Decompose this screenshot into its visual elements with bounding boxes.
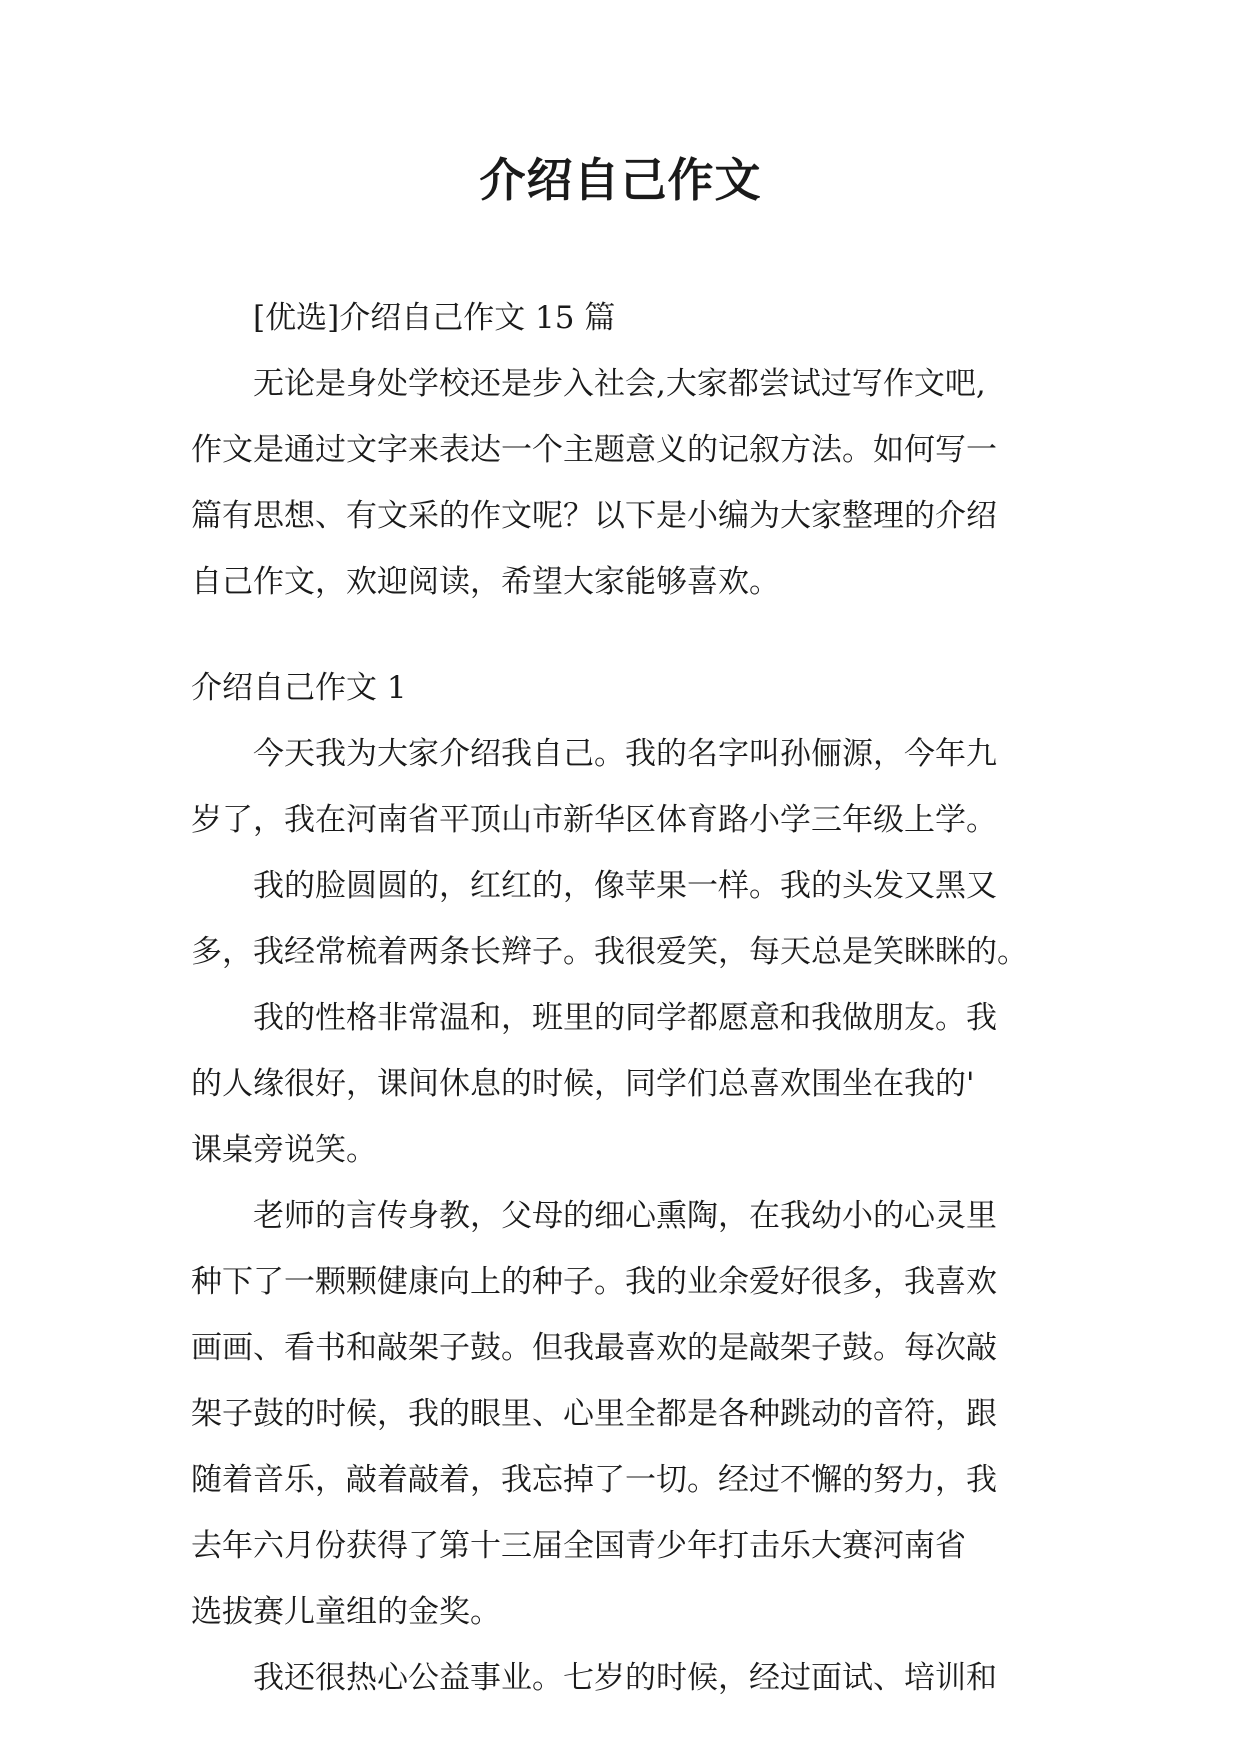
- subtitle-line: [优选]介绍自己作文 15 篇: [253, 300, 616, 336]
- intro-line-2: 作文是通过文字来表达一个主题意义的记叙方法。如何写一: [191, 432, 997, 468]
- section-heading: 介绍自己作文 1: [191, 670, 407, 706]
- body-line: 今天我为大家介绍我自己。我的名字叫孙俪源，今年九: [253, 736, 997, 772]
- body-line: 架子鼓的时候，我的眼里、心里全都是各种跳动的音符，跟: [191, 1396, 997, 1432]
- body-line: 课桌旁说笑。: [191, 1132, 377, 1168]
- body-line: 我还很热心公益事业。七岁的时候，经过面试、培训和: [253, 1660, 997, 1696]
- body-line: 我的脸圆圆的，红红的，像苹果一样。我的头发又黑又: [253, 868, 997, 904]
- body-line: 的人缘很好，课间休息的时候，同学们总喜欢围坐在我的': [191, 1066, 975, 1102]
- body-line: 岁了，我在河南省平顶山市新华区体育路小学三年级上学。: [191, 802, 997, 838]
- body-line: 去年六月份获得了第十三届全国青少年打击乐大赛河南省: [191, 1528, 966, 1564]
- body-line: 随着音乐，敲着敲着，我忘掉了一切。经过不懈的努力，我: [191, 1462, 997, 1498]
- body-line: 我的性格非常温和，班里的同学都愿意和我做朋友。我: [253, 1000, 997, 1036]
- intro-line-4: 自己作文，欢迎阅读，希望大家能够喜欢。: [191, 564, 780, 600]
- body-line: 多，我经常梳着两条长辫子。我很爱笑，每天总是笑眯眯的。: [191, 934, 1028, 970]
- body-line: 老师的言传身教，父母的细心熏陶，在我幼小的心灵里: [253, 1198, 997, 1234]
- body-line: 画画、看书和敲架子鼓。但我最喜欢的是敲架子鼓。每次敲: [191, 1330, 997, 1366]
- intro-line-3: 篇有思想、有文采的作文呢？以下是小编为大家整理的介绍: [191, 498, 997, 534]
- body-line: 选拔赛儿童组的金奖。: [191, 1594, 501, 1630]
- intro-line-1: 无论是身处学校还是步入社会,大家都尝试过写作文吧,: [253, 366, 986, 402]
- document-title: 介绍自己作文: [479, 153, 762, 207]
- body-line: 种下了一颗颗健康向上的种子。我的业余爱好很多，我喜欢: [191, 1264, 997, 1300]
